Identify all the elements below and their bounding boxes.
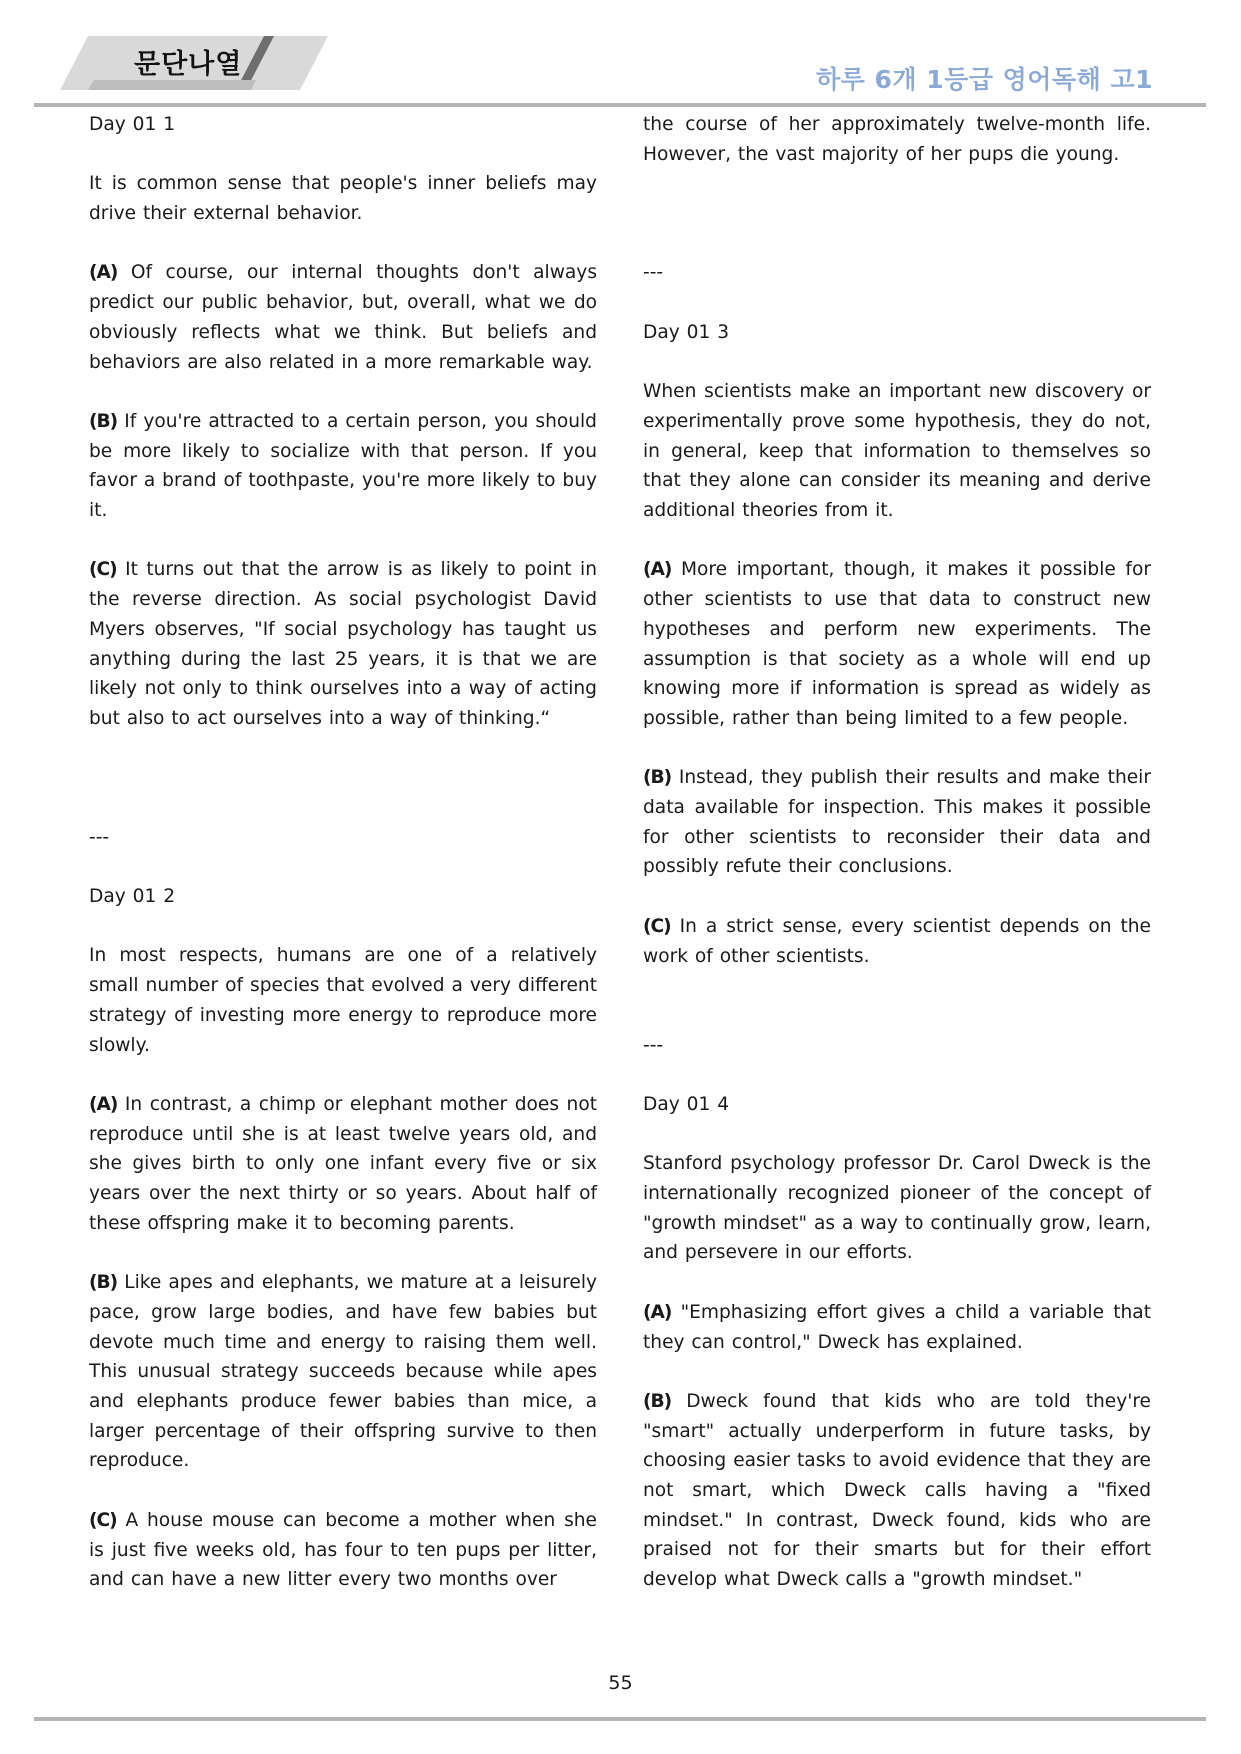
paragraph-a xyxy=(89,1090,597,1239)
paragraph-tag: (A) xyxy=(89,262,118,284)
paragraph-tag: (B) xyxy=(89,1272,118,1294)
paragraph-text: More important, though, it makes it possible for other scientists to use that data to construct new hypotheses and perform new experiments. The assumption is that society as a whole will end up knowing more if information is spread as widely as possible, rather than being limited to a few people. xyxy=(643,559,1151,729)
paragraph-b xyxy=(89,1268,597,1476)
paragraph-text: Instead, they publish their results and make their data available for inspection. This makes it possible for other scientists to reconsider their data and possibly refute their conclusions. xyxy=(643,767,1151,878)
page-header xyxy=(0,0,1241,110)
header-rule xyxy=(34,103,1206,107)
paragraph-tag: (C) xyxy=(89,559,117,581)
intro-paragraph: Stanford psychology professor Dr. Carol Dweck is the internationally recognized pioneer of the concept of "growth mindset" as a way to continually grow, learn, and persevere in our efforts. xyxy=(643,1153,1151,1264)
paragraph-tag: (A) xyxy=(643,1301,672,1323)
paragraph-b xyxy=(643,1387,1151,1595)
day-title: Day 01 4 xyxy=(643,1093,730,1115)
intro-paragraph: When scientists make an important new discovery or experimentally prove some hypothesis, they do not, in general, keep that information to themselves so that they alone can consider its meaning and derive additional theories from it. xyxy=(643,381,1151,521)
left-column xyxy=(89,110,597,1595)
paragraph-text: If you're attracted to a certain person, you should be more likely to socialize with that person. If you favor a brand of toothpaste, you're more likely to buy it. xyxy=(89,410,597,522)
paragraph-b xyxy=(643,763,1151,882)
paragraph-text: In contrast, a chimp or elephant mother does not reproduce until she is at least twelve years old, and she gives birth to only one infant every five or six years over the next thirty or so years. About half of these offspring make it to becoming parents. xyxy=(89,1093,597,1234)
section-label: 문단나열 xyxy=(134,49,243,80)
paragraph-c xyxy=(89,555,597,733)
paragraph-text: Of course, our internal thoughts don't always predict our public behavior, but, overall, what we do obviously reflects what we think. But beliefs and behaviors are also related in a more remarkable way. xyxy=(89,262,598,373)
day-title: Day 01 2 xyxy=(89,886,176,908)
paragraph-text: "Emphasizing effort gives a child a variable that they can control," Dweck has explained. xyxy=(643,1301,1151,1353)
day-title: Day 01 1 xyxy=(89,114,176,135)
paragraph-tag: (B) xyxy=(89,410,118,432)
paragraph-text: Dweck found that kids who are told they're "smart" actually underperform in future tasks, by choosing easier tasks to avoid evidence that they are not smart, which Dweck calls having a "fixed mindset." In contrast, Dweck found, kids who are praised not for their smarts but for their effort develop what Dweck calls a "growth mindset." xyxy=(643,1390,1151,1591)
paragraph-c xyxy=(89,1506,597,1595)
paragraph-a xyxy=(643,555,1151,733)
paragraph-text: In a strict sense, every scientist depends on the work of other scientists. xyxy=(643,915,1151,967)
paragraph-c xyxy=(643,912,1151,971)
paragraph-b xyxy=(89,407,597,526)
paragraph-tag: (B) xyxy=(643,767,672,789)
paragraph-tag: (B) xyxy=(643,1390,672,1412)
footer-rule xyxy=(34,1717,1206,1721)
paragraph-tag: (A) xyxy=(89,1093,118,1115)
right-column xyxy=(643,110,1151,1595)
paragraph-continuation: the course of her approximately twelve-month life. However, the vast majority of her pups die young. xyxy=(643,114,1151,165)
paragraph-a xyxy=(643,1298,1151,1357)
paragraph-tag: (C) xyxy=(89,1509,117,1531)
separator: --- xyxy=(89,826,110,848)
book-title: 하루 6개 1등급 영어독해 고1 xyxy=(815,65,1153,94)
separator: --- xyxy=(643,1034,664,1056)
separator: --- xyxy=(643,262,664,284)
paragraph-text: A house mouse can become a mother when she is just five weeks old, has four to ten pups per litter, and can have a new litter every two months over xyxy=(89,1509,597,1591)
page-number: 55 xyxy=(608,1672,633,1694)
intro-paragraph: It is common sense that people's inner beliefs may drive their external behavior. xyxy=(89,173,597,225)
paragraph-tag: (C) xyxy=(643,915,671,937)
paragraph-tag: (A) xyxy=(643,559,672,581)
paragraph-text: Like apes and elephants, we mature at a leisurely pace, grow large bodies, and have few babies but devote much time and energy to raising them well. This unusual strategy succeeds because while apes and elephants produce fewer babies than mice, a larger percentage of their offspring survive to then reproduce. xyxy=(89,1272,597,1472)
paragraph-text: It turns out that the arrow is as likely to point in the reverse direction. As social psychologist David Myers observes, "If social psychology has taught us anything during the last 25 years, it is that we are likely not only to think ourselves into a way of acting but also to act ourselves into a way of thinking.“ xyxy=(89,559,597,729)
intro-paragraph: In most respects, humans are one of a relatively small number of species that evolved a very different strategy of investing more energy to reproduce more slowly. xyxy=(89,945,597,1056)
paragraph-a xyxy=(89,258,597,377)
day-title: Day 01 3 xyxy=(643,321,730,343)
